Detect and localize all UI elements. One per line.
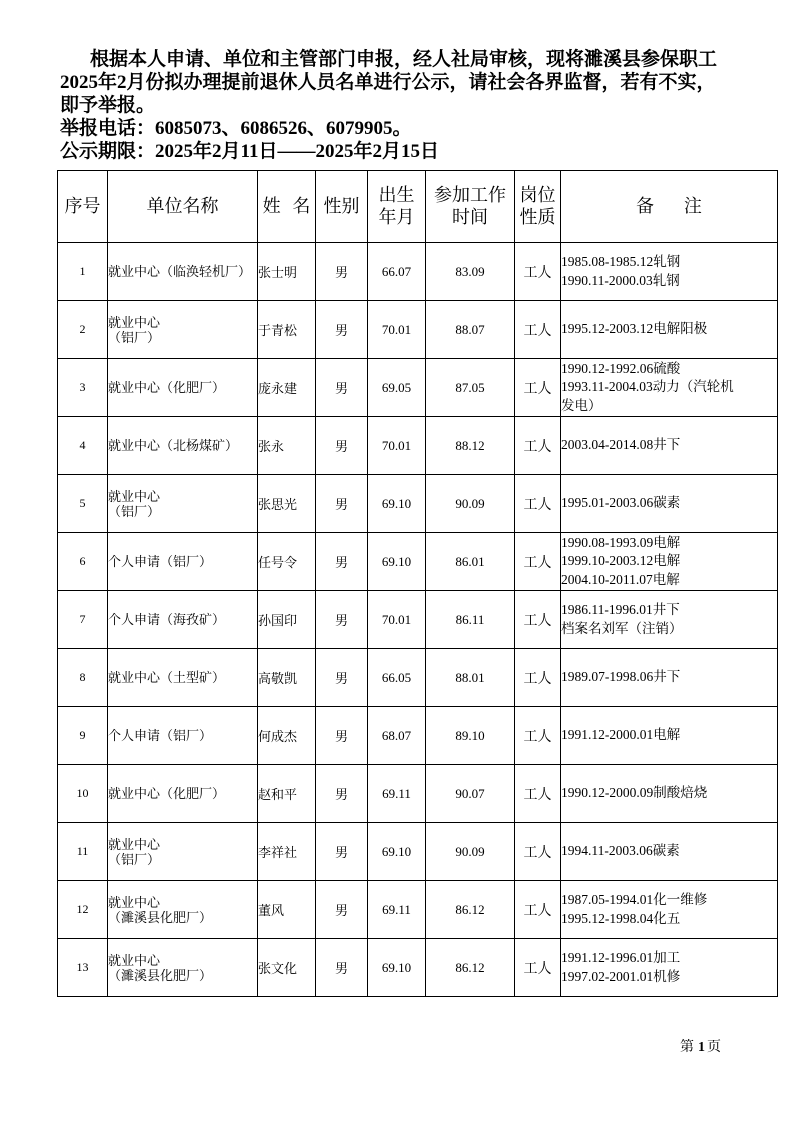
cell-remarks (561, 475, 778, 533)
cell-gender: 男 (316, 591, 368, 649)
cell-remarks (561, 301, 778, 359)
cell-seq: 4 (58, 417, 108, 475)
cell-seq: 3 (58, 359, 108, 417)
cell-post: 工人 (515, 707, 561, 765)
cell-gender: 男 (316, 765, 368, 823)
table-row (58, 939, 778, 997)
unit-line: 个人申请（海孜矿） (108, 612, 226, 627)
cell-remarks (561, 359, 778, 417)
cell-work-start: 88.12 (426, 417, 515, 475)
cell-birth: 69.11 (368, 765, 426, 823)
table-row (58, 301, 778, 359)
cell-unit (108, 533, 258, 591)
cell-unit (108, 823, 258, 881)
cell-unit (108, 881, 258, 939)
cell-seq: 6 (58, 533, 108, 591)
cell-gender: 男 (316, 533, 368, 591)
remark-line: 1989.07-1998.06井下 (561, 669, 681, 685)
remark-line: 1999.10-2003.12电解 (561, 553, 681, 569)
header-line: 出生 (378, 184, 415, 206)
notice-intro (60, 48, 717, 163)
table-row (58, 823, 778, 881)
cell-birth: 70.01 (368, 301, 426, 359)
table-row (58, 359, 778, 417)
cell-birth: 70.01 (368, 591, 426, 649)
header-line: 岗位 (519, 184, 556, 206)
retirement-list-table (57, 170, 778, 997)
unit-line: 就业中心 (108, 952, 161, 968)
cell-work-start: 83.09 (426, 243, 515, 301)
cell-gender: 男 (316, 649, 368, 707)
cell-unit (108, 301, 258, 359)
notice-line: 2025年2月份拟办理提前退休人员名单进行公示，请社会各界监督，若有不实， (60, 72, 716, 93)
cell-name: 赵和平 (258, 765, 316, 823)
cell-remarks (561, 649, 778, 707)
cell-name: 张士明 (258, 243, 316, 301)
cell-work-start: 86.11 (426, 591, 515, 649)
cell-name: 庞永建 (258, 359, 316, 417)
cell-seq: 7 (58, 591, 108, 649)
cell-name: 张文化 (258, 939, 316, 997)
cell-remarks (561, 591, 778, 649)
page-number-prefix: 第 (680, 1040, 694, 1055)
cell-post: 工人 (515, 765, 561, 823)
remark-line: 2003.04-2014.08井下 (561, 437, 681, 453)
unit-line: 就业中心 (108, 894, 161, 910)
cell-remarks (561, 939, 778, 997)
cell-birth: 68.07 (368, 707, 426, 765)
table-row (58, 475, 778, 533)
remark-line: 1986.11-1996.01井下 (561, 602, 680, 617)
unit-line: （铝厂） (108, 851, 161, 867)
header-line: 参加工作 (434, 184, 506, 206)
cell-unit (108, 417, 258, 475)
cell-birth: 66.05 (368, 649, 426, 707)
cell-post: 工人 (515, 533, 561, 591)
unit-line: 就业中心 (108, 836, 161, 852)
cell-name: 高敬凯 (258, 649, 316, 707)
header-gender: 性别 (316, 171, 368, 243)
remark-line: 1990.12-1992.06硫酸 (561, 360, 681, 376)
cell-post: 工人 (515, 417, 561, 475)
cell-remarks (561, 881, 778, 939)
header-unit: 单位名称 (108, 171, 258, 243)
cell-remarks (561, 417, 778, 475)
cell-post: 工人 (515, 301, 561, 359)
remark-line: 1990.08-1993.09电解 (561, 534, 681, 550)
unit-line: 就业中心 (108, 488, 161, 504)
notice-line: 即予举报。 (60, 95, 156, 116)
unit-line: 就业中心（化肥厂） (108, 380, 226, 395)
page-number (680, 1036, 721, 1056)
cell-work-start: 86.12 (426, 939, 515, 997)
cell-work-start: 90.09 (426, 823, 515, 881)
cell-work-start: 88.07 (426, 301, 515, 359)
cell-post: 工人 (515, 881, 561, 939)
table-row (58, 243, 778, 301)
unit-line: 个人申请（铝厂） (108, 728, 213, 743)
header-name: 姓 名 (258, 171, 316, 243)
header-birth (368, 171, 426, 243)
unit-line: 就业中心（北杨煤矿） (108, 438, 239, 453)
cell-seq: 8 (58, 649, 108, 707)
cell-unit (108, 765, 258, 823)
table-row (58, 533, 778, 591)
cell-gender: 男 (316, 939, 368, 997)
cell-birth: 69.11 (368, 881, 426, 939)
remark-line: 1997.02-2001.01机修 (561, 968, 681, 984)
cell-post: 工人 (515, 475, 561, 533)
cell-remarks (561, 243, 778, 301)
table-row (58, 707, 778, 765)
header-remarks: 备 注 (561, 171, 778, 243)
cell-unit (108, 707, 258, 765)
cell-post: 工人 (515, 591, 561, 649)
cell-remarks (561, 823, 778, 881)
cell-seq: 12 (58, 881, 108, 939)
cell-gender: 男 (316, 359, 368, 417)
cell-gender: 男 (316, 707, 368, 765)
cell-work-start: 86.01 (426, 533, 515, 591)
unit-line: 就业中心（临涣轻机厂） (108, 264, 252, 279)
page-number-suffix: 页 (707, 1040, 721, 1055)
cell-seq: 13 (58, 939, 108, 997)
cell-unit (108, 591, 258, 649)
cell-name: 李祥社 (258, 823, 316, 881)
remark-line: 档案名刘军（注销） (561, 620, 683, 636)
cell-seq: 11 (58, 823, 108, 881)
cell-name: 张永 (258, 417, 316, 475)
cell-seq: 5 (58, 475, 108, 533)
cell-birth: 69.10 (368, 475, 426, 533)
cell-gender: 男 (316, 881, 368, 939)
remark-line: 1993.11-2004.03动力（汽轮机 (561, 379, 734, 395)
cell-birth: 66.07 (368, 243, 426, 301)
cell-seq: 1 (58, 243, 108, 301)
cell-gender: 男 (316, 243, 368, 301)
cell-name: 孙国印 (258, 591, 316, 649)
cell-post: 工人 (515, 939, 561, 997)
remark-line: 发电） (561, 397, 602, 413)
cell-unit (108, 243, 258, 301)
remark-line: 1994.11-2003.06碳素 (561, 843, 680, 859)
unit-line: （铝厂） (108, 503, 161, 519)
remark-line: 1991.12-1996.01加工 (561, 950, 681, 965)
cell-remarks (561, 765, 778, 823)
cell-birth: 69.10 (368, 823, 426, 881)
cell-post: 工人 (515, 823, 561, 881)
table-row (58, 881, 778, 939)
cell-post: 工人 (515, 243, 561, 301)
cell-post: 工人 (515, 359, 561, 417)
remark-line: 2004.10-2011.07电解 (561, 571, 680, 587)
header-post (515, 171, 561, 243)
unit-line: （濉溪县化肥厂） (108, 909, 213, 925)
table-row (58, 765, 778, 823)
header-line: 性质 (519, 206, 556, 228)
cell-work-start: 88.01 (426, 649, 515, 707)
cell-work-start: 90.07 (426, 765, 515, 823)
unit-line: 就业中心（土型矿） (108, 670, 226, 685)
remark-line: 1995.01-2003.06碳素 (561, 495, 681, 511)
cell-work-start: 90.09 (426, 475, 515, 533)
cell-unit (108, 359, 258, 417)
cell-name: 于青松 (258, 301, 316, 359)
cell-gender: 男 (316, 475, 368, 533)
publicity-period: 公示期限：2025年2月11日——2025年2月15日 (60, 141, 439, 162)
header-line: 时间 (452, 206, 488, 228)
remark-line: 1985.08-1985.12轧钢 (561, 254, 681, 269)
page-number-value: 1 (698, 1040, 705, 1055)
cell-birth: 70.01 (368, 417, 426, 475)
cell-work-start: 87.05 (426, 359, 515, 417)
cell-birth: 69.10 (368, 533, 426, 591)
cell-unit (108, 649, 258, 707)
unit-line: 个人申请（铝厂） (108, 554, 213, 569)
unit-line: 就业中心（化肥厂） (108, 786, 226, 801)
cell-name: 任号令 (258, 533, 316, 591)
cell-remarks (561, 533, 778, 591)
cell-work-start: 89.10 (426, 707, 515, 765)
remark-line: 1991.12-2000.01电解 (561, 727, 681, 743)
table-header-row (58, 171, 778, 243)
table-row (58, 649, 778, 707)
header-line: 年月 (378, 206, 415, 228)
unit-line: 就业中心 (108, 314, 161, 330)
remark-line: 1995.12-1998.04化五 (561, 910, 681, 926)
cell-gender: 男 (316, 823, 368, 881)
cell-name: 何成杰 (258, 707, 316, 765)
table-row (58, 591, 778, 649)
table-row (58, 417, 778, 475)
cell-seq: 9 (58, 707, 108, 765)
cell-gender: 男 (316, 301, 368, 359)
cell-seq: 2 (58, 301, 108, 359)
report-phone: 举报电话：6085073、6086526、6079905。 (60, 118, 412, 139)
remark-line: 1987.05-1994.01化一维修 (561, 892, 708, 907)
remark-line: 1990.11-2000.03轧钢 (561, 272, 680, 288)
unit-line: （铝厂） (108, 329, 161, 345)
cell-seq: 10 (58, 765, 108, 823)
unit-line: （濉溪县化肥厂） (108, 967, 213, 983)
cell-unit (108, 475, 258, 533)
cell-name: 董风 (258, 881, 316, 939)
cell-birth: 69.05 (368, 359, 426, 417)
cell-post: 工人 (515, 649, 561, 707)
cell-gender: 男 (316, 417, 368, 475)
header-seq: 序号 (58, 171, 108, 243)
notice-line: 根据本人申请、单位和主管部门申报，经人社局审核，现将濉溪县参保职工 (90, 49, 718, 70)
cell-work-start: 86.12 (426, 881, 515, 939)
cell-birth: 69.10 (368, 939, 426, 997)
header-work-start (426, 171, 515, 243)
cell-remarks (561, 707, 778, 765)
remark-line: 1995.12-2003.12电解阳极 (561, 321, 708, 337)
cell-name: 张思光 (258, 475, 316, 533)
remark-line: 1990.12-2000.09制酸焙烧 (561, 785, 708, 801)
cell-unit (108, 939, 258, 997)
